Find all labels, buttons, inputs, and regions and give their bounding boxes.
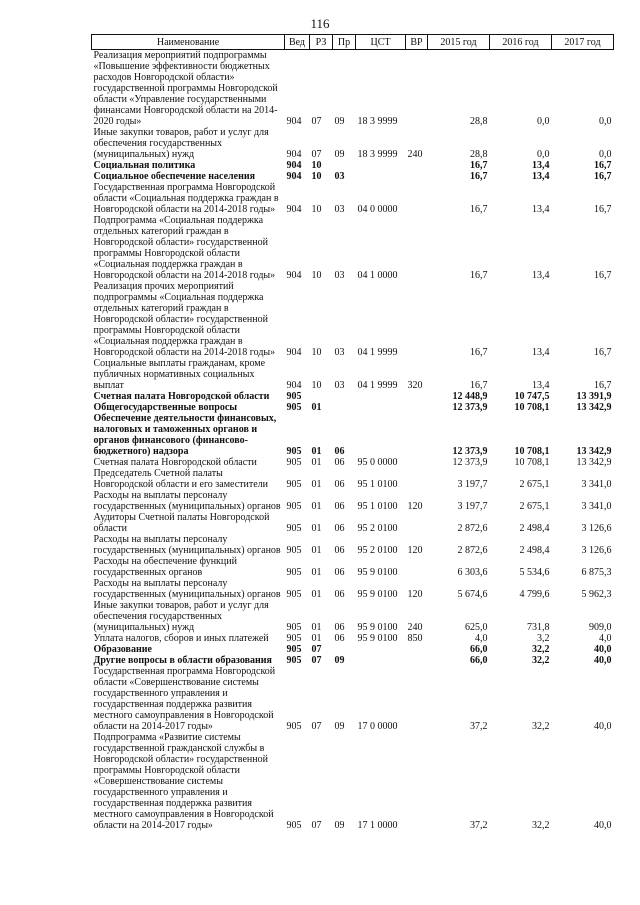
cell-name: Аудиторы Счетной палаты Новгородской области — [93, 512, 270, 534]
cell-ved: 904 — [286, 160, 302, 171]
cell-name: Расходы на выплаты персоналу государственных (муниципальных) органов — [93, 534, 281, 556]
cell-y2016: 32,2 — [532, 721, 550, 732]
cell-cst — [356, 160, 406, 171]
cell-ved: 905 — [286, 523, 302, 534]
cell-pr: 06 — [334, 523, 345, 534]
cell-name: Подпрограмма «Социальная поддержка отдельных категорий граждан в Новгородской области» государственной программы Новгородской области «Социальная поддержка граждан в Новгородской области на 2014-2018 годы» — [93, 215, 276, 281]
table-row — [92, 358, 614, 391]
cell-y2015: 16,7 — [470, 270, 488, 281]
cell-ved: 905 — [286, 479, 302, 490]
cell-pr: 06 — [334, 589, 345, 600]
cell-pr: 09 — [334, 820, 345, 831]
cell-name: Иные закупки товаров, работ и услуг для обеспечения государственных (муниципальных) нужд — [93, 127, 269, 160]
cell-cst: 95 9 0100 — [357, 567, 398, 578]
cell-name: Расходы на выплаты персоналу государственных (муниципальных) органов — [93, 578, 281, 600]
cell-rz: 10 — [311, 270, 322, 281]
cell-ved: 904 — [286, 116, 302, 127]
cell-cst: 04 0 0000 — [357, 204, 398, 215]
cell-rz: 01 — [311, 446, 322, 457]
cell-pr: 06 — [334, 567, 345, 578]
cell-pr: 06 — [334, 501, 345, 512]
cell-vr — [406, 281, 428, 358]
cell-cst: 17 1 0000 — [357, 820, 398, 831]
cell-vr — [406, 644, 428, 655]
cell-y2017: 40,0 — [594, 721, 612, 732]
cell-name: Государственная программа Новгородской области «Совершенствование системы государственного управления и государственная поддержка развития местного самоуправления в Новгородской области на 2014-2017 годы» — [93, 666, 276, 732]
cell-name: Иные закупки товаров, работ и услуг для обеспечения государственных (муниципальных) нужд — [93, 600, 269, 633]
cell-cst — [356, 402, 406, 413]
cell-y2015: 12 373,9 — [452, 402, 488, 413]
cell-cst: 17 0 0000 — [357, 721, 398, 732]
table-row — [92, 534, 614, 556]
table-row — [92, 600, 614, 633]
cell-pr: 03 — [334, 380, 345, 391]
table-header-row — [92, 35, 614, 50]
cell-name: Образование — [93, 644, 152, 655]
cell-y2017: 3 126,6 — [581, 523, 612, 534]
cell-vr — [406, 391, 428, 402]
cell-y2016: 13,4 — [532, 270, 550, 281]
cell-cst: 95 1 0100 — [357, 501, 398, 512]
cell-vr — [406, 160, 428, 171]
cell-name: Реализация мероприятий подпрограммы «Повышение эффективности бюджетных расходов Новгородской области» государственной программы Новгородской области «Управление государственными финансами Новгородской области на 2014-2020 годы» — [93, 50, 278, 127]
cell-ved: 905 — [286, 633, 302, 644]
cell-vr — [406, 215, 428, 281]
cell-vr: 120 — [407, 501, 423, 512]
cell-y2017: 5 962,3 — [581, 589, 612, 600]
cell-cst: 95 2 0100 — [357, 545, 398, 556]
cell-ved: 904 — [286, 149, 302, 160]
cell-vr: 240 — [407, 622, 423, 633]
cell-ved: 905 — [286, 402, 302, 413]
cell-y2017: 40,0 — [594, 644, 612, 655]
table-row — [92, 468, 614, 490]
cell-name: Социальная политика — [93, 160, 196, 171]
cell-vr — [406, 50, 428, 128]
table-row — [92, 413, 614, 457]
cell-y2017: 0,0 — [599, 116, 612, 127]
table-row — [92, 644, 614, 655]
cell-y2015: 2 872,6 — [457, 523, 488, 534]
cell-vr — [406, 171, 428, 182]
cell-y2016: 4 799,6 — [519, 589, 550, 600]
cell-cst: 04 1 0000 — [357, 270, 398, 281]
cell-y2017: 16,7 — [594, 380, 612, 391]
page-number: 116 — [310, 16, 330, 31]
cell-pr: 09 — [334, 149, 345, 160]
cell-y2015: 16,7 — [470, 204, 488, 215]
cell-y2016: 13,4 — [532, 380, 550, 391]
cell-y2016: 731,8 — [527, 622, 550, 633]
cell-name: Расходы на обеспечение функций государственных органов — [93, 556, 237, 578]
cell-y2015: 28,8 — [470, 116, 488, 127]
cell-name: Счетная палата Новгородской области — [93, 391, 270, 402]
cell-vr — [406, 402, 428, 413]
cell-rz: 10 — [311, 380, 322, 391]
header-2016: 2016 год — [490, 35, 552, 50]
cell-vr — [406, 666, 428, 732]
cell-rz: 10 — [311, 204, 322, 215]
cell-pr — [333, 160, 356, 171]
cell-ved: 905 — [286, 457, 302, 468]
table-row — [92, 171, 614, 182]
cell-y2016: 32,2 — [532, 655, 550, 666]
cell-y2017: 4,0 — [599, 633, 612, 644]
cell-vr — [406, 413, 428, 457]
cell-y2015: 12 448,9 — [452, 391, 488, 402]
cell-y2016: 2 675,1 — [519, 479, 550, 490]
cell-y2015: 28,8 — [470, 149, 488, 160]
cell-cst: 95 9 0100 — [357, 622, 398, 633]
cell-pr: 06 — [334, 446, 345, 457]
cell-y2016: 10 708,1 — [514, 457, 550, 468]
cell-vr — [406, 457, 428, 468]
cell-y2015: 37,2 — [470, 820, 488, 831]
cell-ved: 904 — [286, 347, 302, 358]
cell-ved: 905 — [286, 446, 302, 457]
cell-vr — [406, 182, 428, 215]
cell-y2016: 13,4 — [532, 160, 550, 171]
cell-rz: 01 — [311, 545, 322, 556]
cell-rz: 01 — [311, 589, 322, 600]
table-row — [92, 127, 614, 160]
cell-rz — [310, 391, 333, 402]
cell-vr: 850 — [407, 633, 423, 644]
cell-vr — [406, 468, 428, 490]
cell-y2015: 625,0 — [465, 622, 488, 633]
cell-pr: 03 — [334, 270, 345, 281]
cell-y2015: 12 373,9 — [452, 446, 488, 457]
cell-y2017: 16,7 — [594, 160, 612, 171]
cell-cst: 95 9 0100 — [357, 633, 398, 644]
cell-name: Счетная палата Новгородской области — [93, 457, 257, 468]
cell-name: Социальное обеспечение населения — [93, 171, 256, 182]
cell-y2015: 16,7 — [470, 380, 488, 391]
cell-ved: 905 — [286, 589, 302, 600]
cell-y2017: 16,7 — [594, 270, 612, 281]
cell-name: Расходы на выплаты персоналу государственных (муниципальных) органов — [93, 490, 281, 512]
cell-y2015: 66,0 — [470, 644, 488, 655]
cell-rz: 10 — [311, 160, 322, 171]
cell-rz: 07 — [311, 644, 322, 655]
cell-cst — [356, 655, 406, 666]
cell-y2015: 16,7 — [470, 171, 488, 182]
cell-pr — [333, 402, 356, 413]
cell-vr: 240 — [407, 149, 423, 160]
cell-vr: 120 — [407, 589, 423, 600]
cell-y2017: 3 341,0 — [581, 501, 612, 512]
table-row — [92, 556, 614, 578]
cell-y2016: 5 534,6 — [519, 567, 550, 578]
cell-pr: 09 — [334, 721, 345, 732]
cell-pr: 06 — [334, 622, 345, 633]
cell-y2015: 4,0 — [475, 633, 488, 644]
cell-vr — [406, 556, 428, 578]
cell-y2017: 13 342,9 — [576, 402, 612, 413]
cell-ved: 905 — [286, 655, 302, 666]
cell-y2017: 6 875,3 — [581, 567, 612, 578]
cell-pr: 06 — [334, 457, 345, 468]
cell-cst: 95 9 0100 — [357, 589, 398, 600]
cell-cst: 04 1 9999 — [357, 380, 398, 391]
cell-ved: 904 — [286, 204, 302, 215]
header-pr: Пр — [333, 35, 356, 50]
cell-name: Социальные выплаты гражданам, кроме публичных нормативных социальных выплат — [93, 358, 266, 391]
table-row — [92, 215, 614, 281]
cell-y2017: 13 342,9 — [576, 446, 612, 457]
cell-y2016: 10 708,1 — [514, 446, 550, 457]
cell-vr — [406, 655, 428, 666]
table-row — [92, 281, 614, 358]
cell-ved: 905 — [286, 501, 302, 512]
table-body — [92, 50, 614, 832]
cell-pr — [333, 391, 356, 402]
cell-pr: 06 — [334, 479, 345, 490]
cell-y2015: 37,2 — [470, 721, 488, 732]
cell-ved: 905 — [286, 567, 302, 578]
cell-y2016: 10 708,1 — [514, 402, 550, 413]
table-row — [92, 633, 614, 644]
cell-name: Уплата налогов, сборов и иных платежей — [93, 633, 269, 644]
cell-y2016: 0,0 — [537, 149, 550, 160]
cell-y2017: 16,7 — [594, 171, 612, 182]
cell-y2015: 66,0 — [470, 655, 488, 666]
cell-y2016: 32,2 — [532, 644, 550, 655]
cell-name: Общегосударственные вопросы — [93, 402, 238, 413]
table-row — [92, 50, 614, 128]
cell-y2016: 13,4 — [532, 347, 550, 358]
cell-y2017: 16,7 — [594, 204, 612, 215]
cell-name: Обеспечение деятельности финансовых, налоговых и таможенных органов и органов финансового (финансово-бюджетного) надзора — [93, 413, 277, 457]
cell-y2016: 13,4 — [532, 204, 550, 215]
cell-pr: 06 — [334, 633, 345, 644]
cell-cst: 95 0 0000 — [357, 457, 398, 468]
cell-y2016: 32,2 — [532, 820, 550, 831]
cell-cst — [356, 644, 406, 655]
cell-y2016: 13,4 — [532, 171, 550, 182]
cell-ved: 905 — [286, 622, 302, 633]
cell-rz: 01 — [311, 567, 322, 578]
cell-y2017: 40,0 — [594, 655, 612, 666]
cell-name: Подпрограмма «Развитие системы государственной гражданской службы в Новгородской области» государственной программы Новгородской области «Совершенствование системы государственного управления и государственная поддержка развития местного самоуправления в Новгородской области на 2014-2017 годы» — [93, 732, 274, 831]
table-row — [92, 512, 614, 534]
cell-ved: 904 — [286, 380, 302, 391]
cell-rz: 10 — [311, 171, 322, 182]
cell-y2017: 3 126,6 — [581, 545, 612, 556]
cell-y2015: 2 872,6 — [457, 545, 488, 556]
cell-pr: 03 — [334, 171, 345, 182]
cell-y2016: 3,2 — [537, 633, 550, 644]
cell-rz: 01 — [311, 622, 322, 633]
cell-y2016: 0,0 — [537, 116, 550, 127]
cell-rz: 01 — [311, 501, 322, 512]
cell-cst: 04 1 9999 — [357, 347, 398, 358]
cell-y2015: 12 373,9 — [452, 457, 488, 468]
cell-vr: 320 — [407, 380, 423, 391]
cell-ved: 905 — [286, 644, 302, 655]
cell-cst — [356, 171, 406, 182]
cell-cst: 18 3 9999 — [357, 149, 398, 160]
cell-pr: 03 — [334, 347, 345, 358]
cell-y2017: 3 341,0 — [581, 479, 612, 490]
cell-rz: 10 — [311, 347, 322, 358]
table-row — [92, 457, 614, 468]
cell-y2015: 16,7 — [470, 347, 488, 358]
table-row — [92, 666, 614, 732]
cell-name: Председатель Счетной палаты Новгородской области и его заместители — [93, 468, 269, 490]
table-row — [92, 655, 614, 666]
cell-rz: 01 — [311, 633, 322, 644]
cell-pr: 09 — [334, 116, 345, 127]
budget-table — [91, 34, 614, 831]
cell-y2017: 13 391,9 — [576, 391, 612, 402]
cell-y2016: 2 498,4 — [519, 523, 550, 534]
cell-y2017: 13 342,9 — [576, 457, 612, 468]
cell-y2016: 2 675,1 — [519, 501, 550, 512]
cell-name: Государственная программа Новгородской области «Социальная поддержка граждан в Новгородской области на 2014-2018 годы» — [93, 182, 279, 215]
cell-y2015: 6 303,6 — [457, 567, 488, 578]
cell-ved: 905 — [286, 820, 302, 831]
cell-y2017: 40,0 — [594, 820, 612, 831]
table-row — [92, 732, 614, 831]
cell-rz: 01 — [311, 402, 322, 413]
cell-cst: 95 1 0100 — [357, 479, 398, 490]
cell-ved: 905 — [286, 721, 302, 732]
cell-cst — [356, 391, 406, 402]
table-row — [92, 391, 614, 402]
cell-y2017: 909,0 — [589, 622, 612, 633]
header-ved: Вед — [285, 35, 310, 50]
cell-name: Другие вопросы в области образования — [93, 655, 272, 666]
cell-y2015: 16,7 — [470, 160, 488, 171]
table-row — [92, 182, 614, 215]
cell-rz: 01 — [311, 479, 322, 490]
cell-y2017: 16,7 — [594, 347, 612, 358]
cell-rz: 01 — [311, 523, 322, 534]
cell-rz: 07 — [311, 721, 322, 732]
cell-rz: 07 — [311, 820, 322, 831]
header-2017: 2017 год — [552, 35, 614, 50]
cell-ved: 904 — [286, 171, 302, 182]
table-row — [92, 578, 614, 600]
header-rz: РЗ — [310, 35, 333, 50]
cell-y2015: 3 197,7 — [457, 479, 488, 490]
cell-rz: 07 — [311, 655, 322, 666]
header-cst: ЦСТ — [356, 35, 406, 50]
cell-vr — [406, 512, 428, 534]
cell-rz: 01 — [311, 457, 322, 468]
cell-cst: 18 3 9999 — [357, 116, 398, 127]
table-row — [92, 490, 614, 512]
cell-pr: 03 — [334, 204, 345, 215]
header-vr: ВР — [406, 35, 428, 50]
cell-y2016: 2 498,4 — [519, 545, 550, 556]
cell-y2015: 5 674,6 — [457, 589, 488, 600]
cell-vr: 120 — [407, 545, 423, 556]
header-name: Наименование — [92, 35, 285, 50]
cell-ved: 905 — [286, 391, 302, 402]
cell-rz: 07 — [311, 116, 322, 127]
cell-cst — [356, 413, 406, 457]
cell-y2017: 0,0 — [599, 149, 612, 160]
table-row — [92, 402, 614, 413]
cell-vr — [406, 732, 428, 831]
cell-name: Реализация прочих мероприятий подпрограммы «Социальная поддержка отдельных категорий граждан в Новгородской области» государственной программы Новгородской области «Социальная поддержка граждан в Новгородской области на 2014-2018 годы» — [93, 281, 276, 358]
cell-ved: 904 — [286, 270, 302, 281]
cell-cst: 95 2 0100 — [357, 523, 398, 534]
cell-rz: 07 — [311, 149, 322, 160]
header-2015: 2015 год — [428, 35, 490, 50]
cell-pr: 09 — [334, 655, 345, 666]
cell-pr — [333, 644, 356, 655]
cell-pr: 06 — [334, 545, 345, 556]
table-row — [92, 160, 614, 171]
cell-y2015: 3 197,7 — [457, 501, 488, 512]
cell-y2016: 10 747,5 — [514, 391, 550, 402]
cell-ved: 905 — [286, 545, 302, 556]
